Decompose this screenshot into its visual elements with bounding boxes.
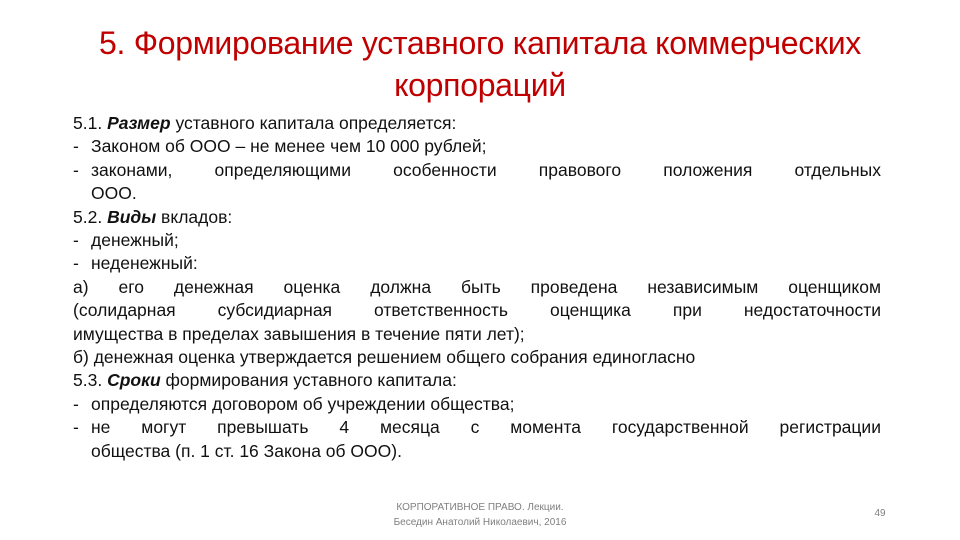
section-number: 5.1.	[73, 113, 103, 133]
paragraph-line: а) его денежная оценка должна быть проведена независимым оценщиком	[73, 276, 881, 297]
list-item	[73, 252, 881, 275]
list-item-continuation	[73, 182, 881, 205]
paragraph-line: б) денежная оценка утверждается решением общего собрания единогласно	[73, 347, 696, 368]
slide-title: 5. Формирование уставного капитала коммерческих корпораций	[99, 25, 861, 103]
list-item-text: Законом об ООО – не менее чем 10 000 рублей;	[91, 136, 487, 157]
dash-marker: -	[73, 253, 79, 274]
slide-footer	[370, 500, 590, 530]
list-item	[73, 135, 881, 158]
section-keyword: Виды	[107, 206, 157, 227]
section-heading-text: уставного капитала определяется:	[175, 113, 457, 133]
list-item-text: общества (п. 1 ст. 16 Закона об ООО).	[91, 440, 402, 461]
section-number: 5.3.	[73, 370, 103, 391]
list-item-text: неденежный:	[91, 253, 198, 274]
section-5-1-heading	[73, 112, 881, 135]
section-number: 5.2.	[73, 206, 103, 227]
dash-marker: -	[73, 136, 79, 157]
page-number: 49	[874, 508, 886, 519]
paragraph-line: имущества в пределах завышения в течение пяти лет);	[73, 323, 525, 344]
section-5-2-heading	[73, 206, 881, 229]
section-5-3-heading	[73, 369, 881, 392]
list-item-text: денежный;	[91, 230, 179, 251]
list-item	[73, 159, 881, 182]
dash-marker: -	[73, 230, 79, 251]
footer-author: Беседин Анатолий Николаевич, 2016	[393, 517, 567, 528]
list-item	[73, 393, 881, 416]
list-item-text: ООО.	[91, 183, 137, 204]
section-keyword: Сроки	[107, 370, 161, 391]
list-item	[73, 416, 881, 439]
dash-marker: -	[73, 417, 79, 438]
list-item-text: определяются договором об учреждении общества;	[91, 393, 515, 414]
section-heading-text: формирования уставного капитала:	[165, 370, 457, 391]
dash-marker: -	[73, 159, 79, 180]
section-keyword: Размер	[107, 113, 171, 133]
list-item-continuation	[73, 440, 881, 463]
paragraph-line: (солидарная субсидиарная ответственность оценщика при недостаточности	[73, 300, 881, 321]
footer-course: КОРПОРАТИВНОЕ ПРАВО. Лекции.	[396, 502, 564, 513]
list-item-text: не могут превышать 4 месяца с момента государственной регистрации	[91, 417, 881, 438]
section-heading-text: вкладов:	[161, 206, 233, 227]
list-item	[73, 229, 881, 252]
list-item-text: законами, определяющими особенности правового положения отдельных	[91, 159, 881, 180]
dash-marker: -	[73, 393, 79, 414]
slide-body	[73, 112, 881, 463]
